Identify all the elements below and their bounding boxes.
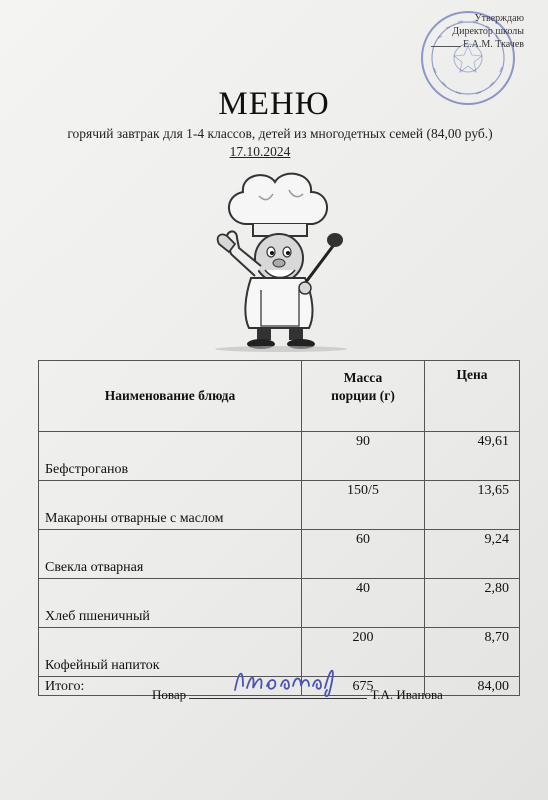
approval-line-3: Е.А.М. Ткачев xyxy=(414,38,524,51)
dish-mass: 40 xyxy=(302,579,425,628)
table-row xyxy=(39,432,520,481)
dish-price: 8,70 xyxy=(425,628,520,677)
column-header-mass: Масса порции (г) xyxy=(302,361,425,432)
dish-price: 2,80 xyxy=(425,579,520,628)
dish-mass: 90 xyxy=(302,432,425,481)
menu-subtitle: горячий завтрак для 1-4 классов, детей из многодетных семей (84,00 руб.) xyxy=(67,126,493,141)
page-title: МЕНЮ xyxy=(218,86,330,122)
dish-name: Хлеб пшеничный xyxy=(39,579,302,628)
dish-name: Бефстроганов xyxy=(39,432,302,481)
handwritten-signature-icon xyxy=(229,660,349,700)
total-price: 84,00 xyxy=(425,677,520,696)
dish-mass: 200 xyxy=(302,628,425,677)
column-header-name: Наименование блюда xyxy=(39,361,302,432)
total-mass: 675 xyxy=(302,677,425,696)
dish-price: 9,24 xyxy=(425,530,520,579)
column-header-price: Цена xyxy=(425,361,520,432)
cook-name: Т.А. Иванова xyxy=(370,687,443,702)
menu-date: 17.10.2024 xyxy=(229,144,291,159)
approval-line-2: Директор школы xyxy=(452,26,524,37)
table-header-row xyxy=(39,361,520,432)
menu-table xyxy=(38,360,520,696)
dish-price: 13,65 xyxy=(425,481,520,530)
table-row xyxy=(39,579,520,628)
cook-signature-block xyxy=(152,686,532,703)
chef-illustration-icon xyxy=(205,166,355,352)
cook-role-label: Повар xyxy=(152,687,187,702)
dish-name: Макароны отварные с маслом xyxy=(39,481,302,530)
dish-price: 49,61 xyxy=(425,432,520,481)
signature-line xyxy=(189,686,367,699)
dish-name: Кофейный напиток xyxy=(39,628,302,677)
table-row xyxy=(39,481,520,530)
dish-mass: 60 xyxy=(302,530,425,579)
approval-line-1: Утверждаю xyxy=(474,13,524,24)
dish-name: Свекла отварная xyxy=(39,530,302,579)
table-row xyxy=(39,530,520,579)
total-label: Итого: xyxy=(39,677,302,696)
dish-mass: 150/5 xyxy=(302,481,425,530)
